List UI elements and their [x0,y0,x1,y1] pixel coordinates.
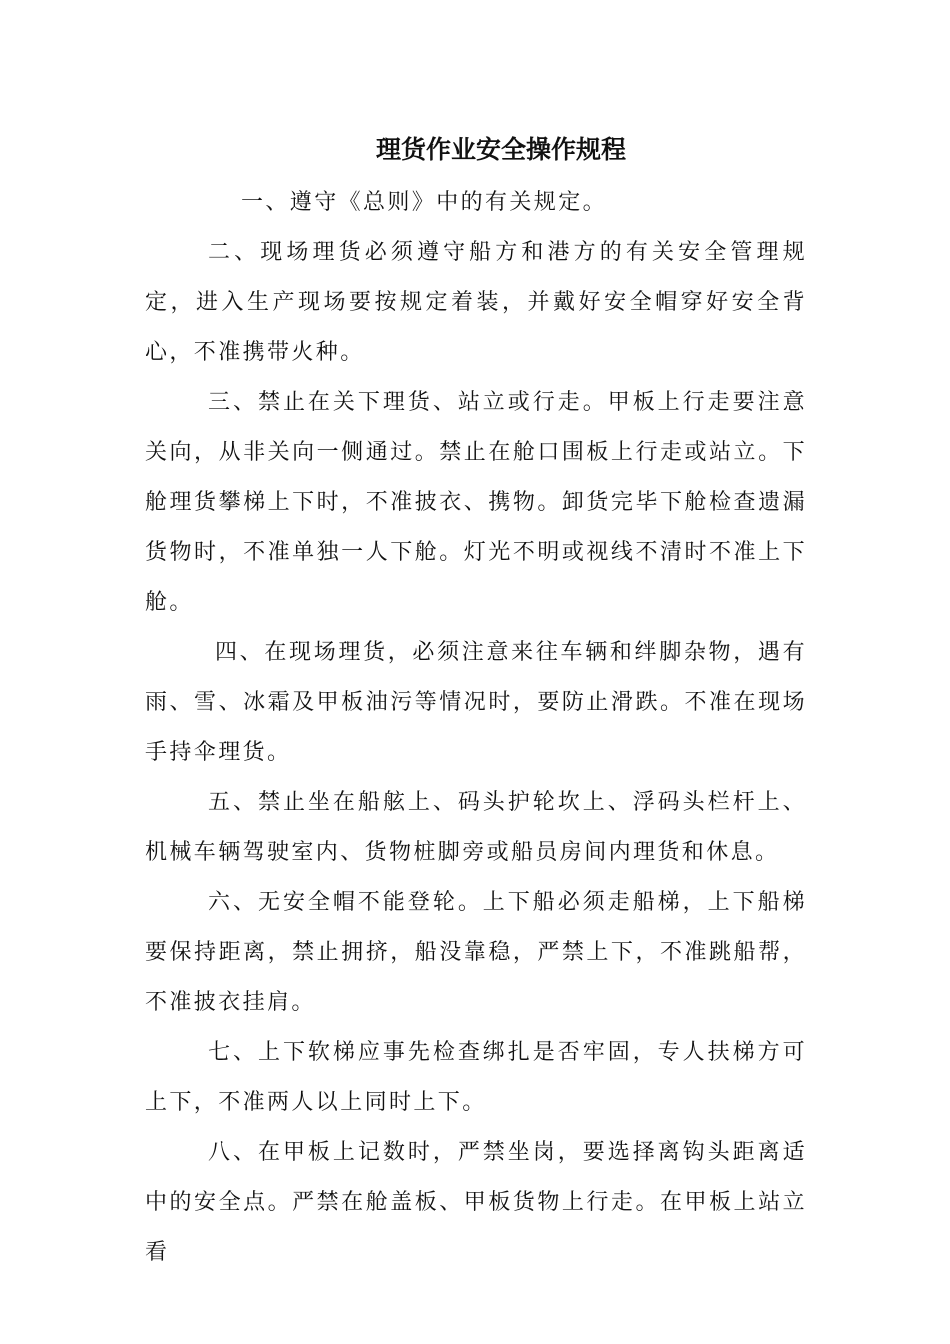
paragraph-8: 八、在甲板上记数时，严禁坐岗，要选择离钩头距离适中的安全点。严禁在舱盖板、甲板货物上行走。在甲板上站立看 [145,1140,807,1265]
paragraph-5: 五、禁止坐在船舷上、码头护轮坎上、浮码头栏杆上、机械车辆驾驶室内、货物桩脚旁或船员房间内理货和休息。 [145,790,807,865]
paragraph-2: 二、现场理货必须遵守船方和港方的有关安全管理规定，进入生产现场要按规定着装，并戴好安全帽穿好安全背心，不准携带火种。 [145,240,807,365]
paragraph-4: 四、在现场理货，必须注意来往车辆和绊脚杂物，遇有雨、雪、冰霜及甲板油污等情况时，要防止滑跌。不准在现场手持伞理货。 [145,640,807,765]
document-title: 理货作业安全操作规程 [375,135,626,164]
paragraph-7: 七、上下软梯应事先检查绑扎是否牢固，专人扶梯方可上下，不准两人以上同时上下。 [145,1040,807,1115]
paragraph-1: 一、遵守《总则》中的有关规定。 [241,190,608,215]
document-body [145,178,807,1278]
paragraph-6: 六、无安全帽不能登轮。上下船必须走船梯，上下船梯要保持距离，禁止拥挤，船没靠稳，严禁上下，不准跳船帮，不准披衣挂肩。 [145,890,807,1015]
paragraph-3: 三、禁止在关下理货、站立或行走。甲板上行走要注意关向，从非关向一侧通过。禁止在舱口围板上行走或站立。下舱理货攀梯上下时，不准披衣、携物。卸货完毕下舱检查遗漏货物时，不准单独一人下舱。灯光不明或视线不清时不准上下舱。 [145,390,807,615]
